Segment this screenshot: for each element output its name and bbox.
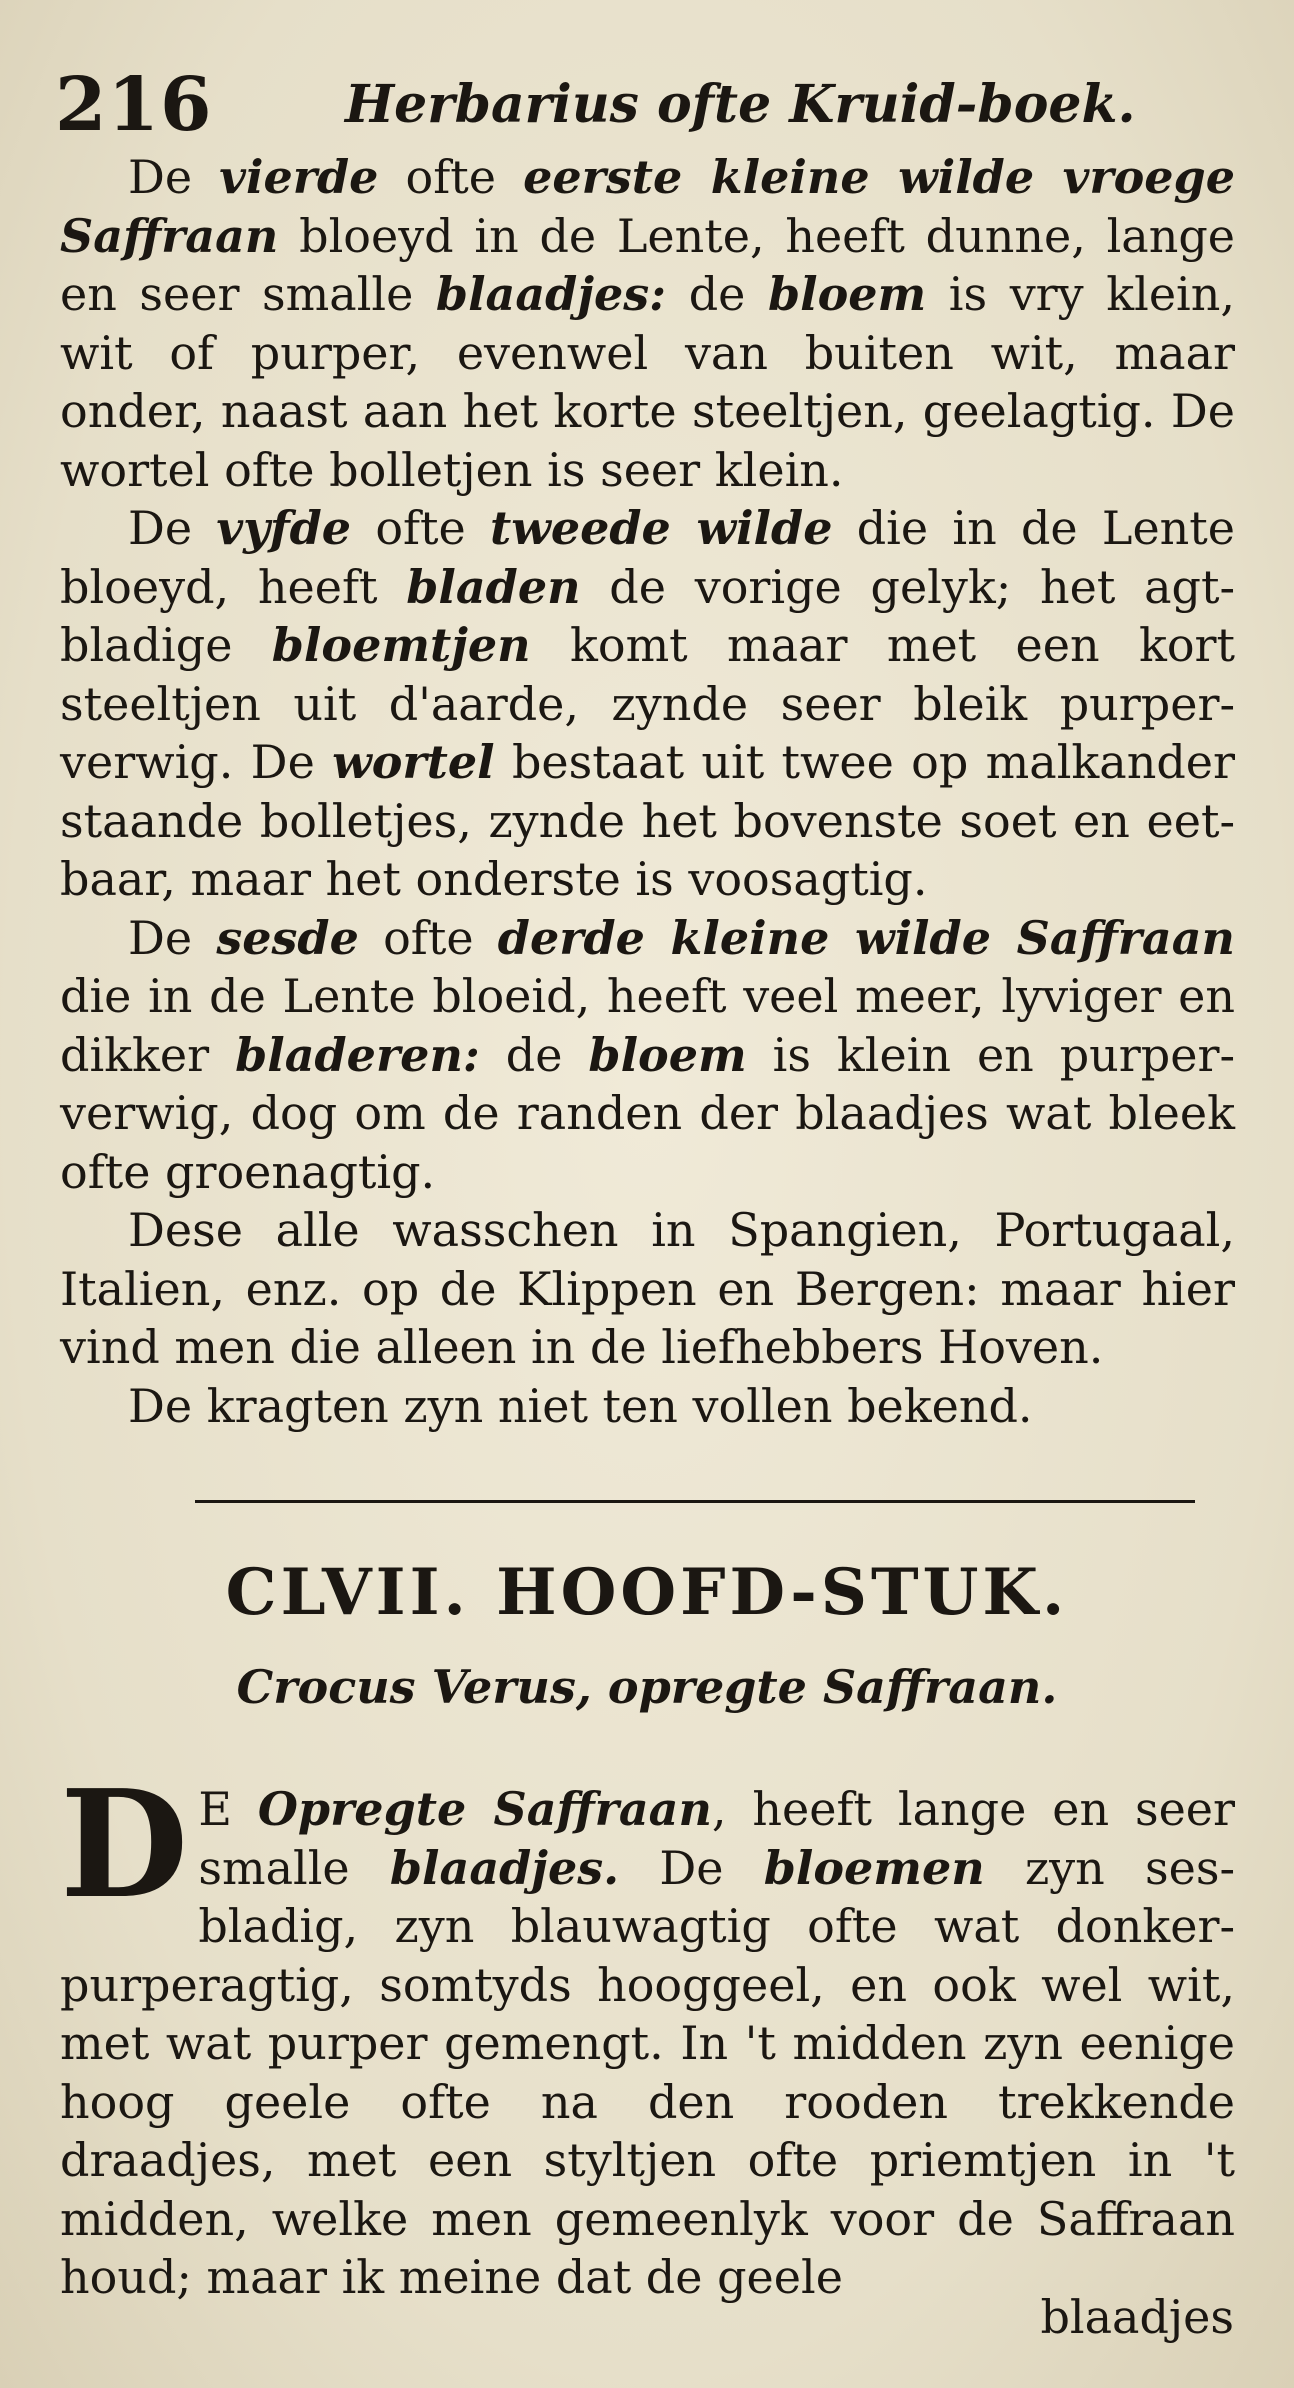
- text-run: komt maar met een kort steeltjen uit d'aarde, zynde seer bleik purper-verwig. De: [60, 618, 1235, 789]
- text-run: De kragten zyn niet ten vollen bekend.: [128, 1378, 1033, 1433]
- paragraph: [60, 499, 1235, 909]
- paragraph: [60, 1201, 1235, 1377]
- catchword: blaadjes: [1040, 2290, 1234, 2344]
- page-number: 216: [55, 62, 213, 148]
- emphasized-text: bloemtjen: [271, 618, 531, 672]
- text-run: Dese alle wasschen in Spangien, Portugaal, Italien, enz. op de Klippen en Bergen: maar hier vind men die alleen in de liefhebbers Hoven.: [60, 1203, 1235, 1374]
- chapter-title: CLVII. HOOFD-STUK.: [225, 1555, 1069, 1630]
- text-run: bloeyd in de Lente, heeft dunne, lange en seer smalle: [60, 208, 1235, 321]
- emphasized-text: bloemen: [763, 1840, 985, 1895]
- emphasized-text: sesde: [216, 910, 359, 965]
- drop-cap: D: [60, 1757, 189, 1931]
- text-run: ofte: [358, 910, 498, 965]
- text-run: die in de Lente bloeid, heeft veel meer, lyviger en dikker: [60, 969, 1235, 1082]
- emphasized-text: bloem: [767, 267, 927, 321]
- emphasized-text: blaadjes.: [389, 1840, 620, 1895]
- chapter-subtitle: Crocus Verus, opregte Saffraan.: [236, 1660, 1058, 1714]
- paragraph: [60, 1377, 1235, 1436]
- section-crocus-varieties: [60, 148, 1235, 1435]
- section-crocus-verus: [60, 1757, 1236, 2307]
- text-run: De: [619, 1840, 764, 1895]
- text-run: , heeft lange en seer smalle: [198, 1782, 1236, 1895]
- paragraph: [60, 148, 1235, 499]
- emphasized-text: vyfde: [216, 501, 352, 555]
- emphasized-text: eerste kleine wilde vroege Saffraan: [60, 150, 1235, 263]
- text-run: de vorige gelyk; het agt-bladige: [60, 559, 1235, 672]
- emphasized-text: vierde: [219, 150, 379, 204]
- text-run: de: [479, 1027, 589, 1082]
- section-divider: [195, 1500, 1195, 1503]
- text-run: zyn ses-bladig, zyn blauwagtig ofte wat donker-purperagtig, somtyds hooggeel, en ook wel wit, met wat purper gemengt. In 't midden zyn eenige hoog geele ofte na den rooden trekkende draadjes, met een styltjen ofte priemtjen in 't midden, welke men gemeenlyk voor de Saffraan houd; maar ik meine dat de geele: [60, 1840, 1235, 2304]
- running-title: Herbarius ofte Kruid-boek.: [345, 74, 1136, 135]
- text-run: ofte: [351, 501, 491, 555]
- text-run: bestaat uit twee op malkander staande bolletjes, zynde het bovenste soet en eet-baar, maar het onderste is voosagtig.: [60, 735, 1235, 906]
- text-run: is klein en purper-verwig, dog om de randen der blaadjes wat bleek ofte groenagtig.: [60, 1027, 1235, 1199]
- text-run: De: [128, 150, 220, 204]
- emphasized-text: bladen: [406, 559, 581, 614]
- emphasized-text: bloem: [588, 1027, 747, 1082]
- emphasized-text: Opregte Saffraan: [257, 1782, 712, 1836]
- emphasized-text: derde kleine wilde Saffraan: [497, 910, 1235, 965]
- text-run: De: [128, 501, 217, 555]
- text-run: die in de Lente bloeyd, heeft: [60, 501, 1236, 614]
- text-run: De: [128, 910, 217, 965]
- emphasized-text: bladeren:: [235, 1027, 480, 1082]
- chapter-paragraph: [60, 1757, 1236, 2307]
- emphasized-text: tweede wilde: [490, 501, 833, 555]
- emphasized-text: blaadjes:: [435, 267, 667, 321]
- page-header: [55, 62, 1235, 152]
- text-run: de: [666, 267, 768, 321]
- emphasized-text: wortel: [332, 735, 495, 789]
- text-run: is vry klein, wit of purper, evenwel van buiten wit, maar onder, naast aan het korte steeltjen, geelagtig. De wortel ofte bolletjen is seer klein.: [60, 267, 1235, 497]
- text-run: ofte: [378, 150, 524, 204]
- paragraph: [60, 909, 1235, 1202]
- text-run: E: [198, 1782, 258, 1836]
